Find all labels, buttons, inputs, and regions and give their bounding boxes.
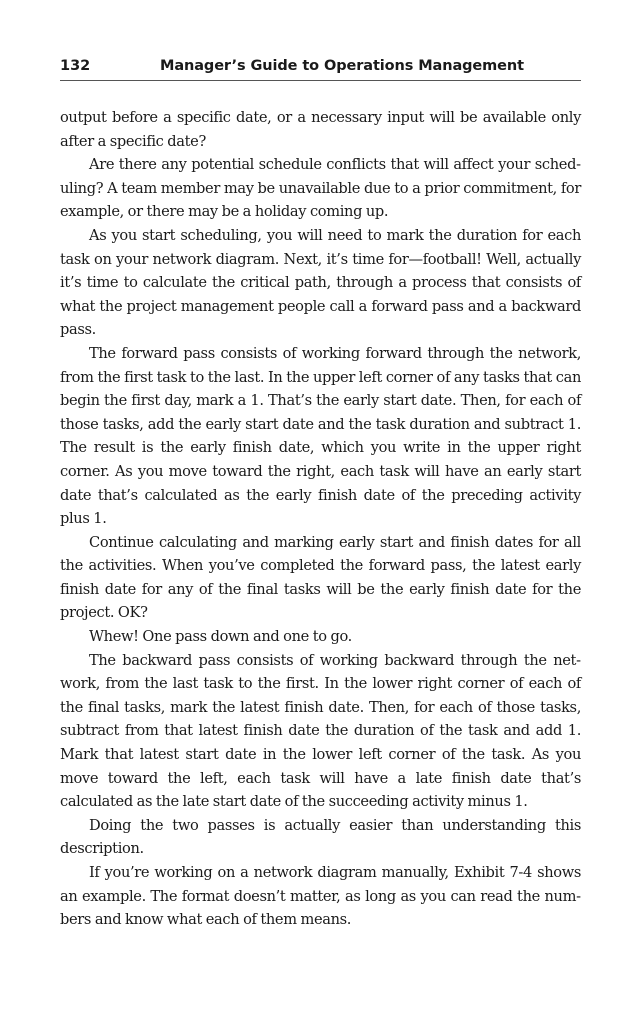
paragraph-3: As you start scheduling, you will need to mark the duration for each task on your network diagram. Next, it’s time for—football! Well, actually it’s time to calculate the critical path, through a process that consists of what the project management people call a forward pass and a backward pass. — [60, 226, 581, 339]
running-title: Manager’s Guide to Operations Management — [160, 58, 524, 74]
page-number: 132 — [60, 58, 91, 74]
paragraph-4: The forward pass consists of working forward through the network, from the first task to the last. In the upper left corner of any tasks that can begin the first day, mark a 1. That’s the early start date. Then, for each of those tasks, add the early start date and the task duration and subtract 1. The result is the early finish date, which you write in the upper right corner. As you move toward the right, each task will have an early start date that’s calculated as the early finish date of the preceding activity plus 1. — [60, 344, 581, 528]
running-header — [60, 54, 581, 81]
paragraph-8: Doing the two passes is actually easier than understanding this description. — [60, 816, 581, 858]
paragraph-1: output before a specific date, or a necessary input will be available only after a specific date? — [60, 109, 581, 150]
body-text — [60, 106, 581, 932]
paragraph-2: Are there any potential schedule conflicts that will affect your scheduling? A team member may be unavailable due to a prior commitment, for example, or there may be a holiday coming up. — [60, 156, 581, 221]
paragraph-7: The backward pass consists of working backward through the network, from the last task to the first. In the lower right corner of each of the final tasks, mark the latest finish date. Then, for each of those tasks, subtract from that latest finish date the duration of the task and add 1. Mark that latest start date in the lower left corner of the task. As you move toward the left, each task will have a late finish date that’s calculated as the late start date of the succeeding activity minus 1. — [60, 651, 581, 811]
paragraph-5: Continue calculating and marking early start and finish dates for all the activities. When you’ve completed the forward pass, the latest early finish date for any of the final tasks will be the early finish date for the project. OK? — [60, 533, 581, 622]
paragraph-9: If you’re working on a network diagram manually, Exhibit 7-4 shows an example. The format doesn’t matter, as long as you can read the numbers and know what each of them means. — [60, 864, 581, 929]
paragraph-6: Whew! One pass down and one to go. — [89, 628, 352, 646]
